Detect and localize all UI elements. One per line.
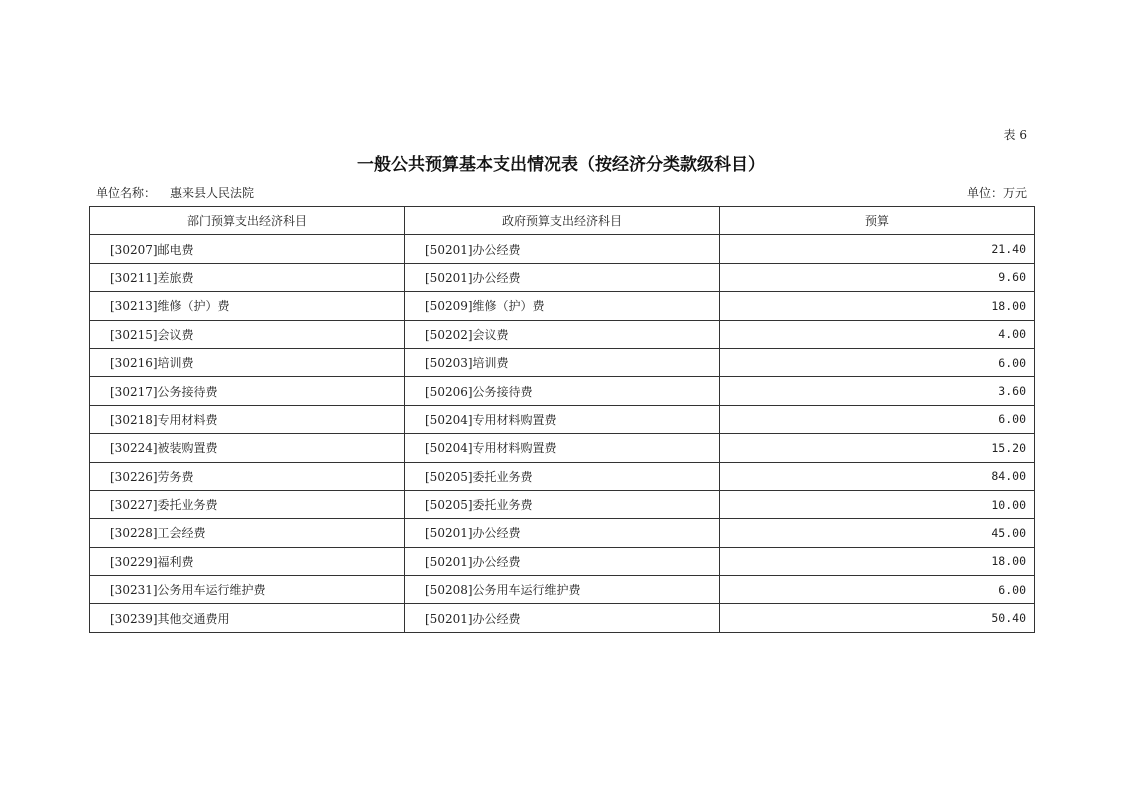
currency-unit: 单位：万元 [966, 186, 1027, 200]
gov-subject-cell: [50205]委托业务费 [405, 462, 720, 490]
dept-subject-cell: [30229]福利费 [90, 547, 405, 575]
gov-subject-cell: [50202]会议费 [405, 320, 720, 348]
budget-amount-cell: 45.00 [720, 519, 1035, 547]
gov-subject-cell: [50204]专用材料购置费 [405, 405, 720, 433]
dept-subject-cell: [30239]其他交通费用 [90, 604, 405, 632]
table-header-row [90, 207, 1035, 235]
budget-amount-cell: 9.60 [720, 263, 1035, 291]
budget-amount-cell: 18.00 [720, 292, 1035, 320]
table-row [90, 519, 1035, 547]
table-row [90, 576, 1035, 604]
table-row [90, 320, 1035, 348]
dept-subject-cell: [30226]劳务费 [90, 462, 405, 490]
page-title: 一般公共预算基本支出情况表（按经济分类款级科目） [357, 155, 765, 175]
table-row [90, 462, 1035, 490]
budget-amount-cell: 18.00 [720, 547, 1035, 575]
budget-amount-cell: 10.00 [720, 490, 1035, 518]
table-row [90, 490, 1035, 518]
table-number: 表 6 [1003, 128, 1027, 142]
budget-amount-cell: 6.00 [720, 348, 1035, 376]
table-row [90, 434, 1035, 462]
dept-subject-cell: [30211]差旅费 [90, 263, 405, 291]
budget-amount-cell: 3.60 [720, 377, 1035, 405]
unit-name [96, 184, 254, 201]
gov-subject-cell: [50209]维修（护）费 [405, 292, 720, 320]
dept-subject-cell: [30218]专用材料费 [90, 405, 405, 433]
dept-subject-cell: [30213]维修（护）费 [90, 292, 405, 320]
budget-table [89, 206, 1035, 633]
gov-subject-cell: [50204]专用材料购置费 [405, 434, 720, 462]
table-row [90, 292, 1035, 320]
table-row [90, 377, 1035, 405]
gov-subject-cell: [50205]委托业务费 [405, 490, 720, 518]
table-row [90, 263, 1035, 291]
table-row [90, 348, 1035, 376]
dept-subject-cell: [30216]培训费 [90, 348, 405, 376]
gov-subject-cell: [50201]办公经费 [405, 519, 720, 547]
dept-subject-cell: [30228]工会经费 [90, 519, 405, 547]
budget-amount-cell: 4.00 [720, 320, 1035, 348]
budget-amount-cell: 50.40 [720, 604, 1035, 632]
budget-amount-cell: 6.00 [720, 405, 1035, 433]
table-row [90, 604, 1035, 632]
table-row [90, 405, 1035, 433]
budget-amount-cell: 15.20 [720, 434, 1035, 462]
dept-subject-cell: [30215]会议费 [90, 320, 405, 348]
gov-subject-cell: [50201]办公经费 [405, 604, 720, 632]
column-header-dept-subject: 部门预算支出经济科目 [90, 207, 405, 235]
dept-subject-cell: [30227]委托业务费 [90, 490, 405, 518]
gov-subject-cell: [50203]培训费 [405, 348, 720, 376]
dept-subject-cell: [30207]邮电费 [90, 235, 405, 263]
column-header-budget: 预算 [720, 207, 1035, 235]
budget-amount-cell: 84.00 [720, 462, 1035, 490]
dept-subject-cell: [30224]被装购置费 [90, 434, 405, 462]
table-row [90, 235, 1035, 263]
column-header-gov-subject: 政府预算支出经济科目 [405, 207, 720, 235]
budget-amount-cell: 21.40 [720, 235, 1035, 263]
dept-subject-cell: [30217]公务接待费 [90, 377, 405, 405]
dept-subject-cell: [30231]公务用车运行维护费 [90, 576, 405, 604]
gov-subject-cell: [50208]公务用车运行维护费 [405, 576, 720, 604]
budget-amount-cell: 6.00 [720, 576, 1035, 604]
table-row [90, 547, 1035, 575]
gov-subject-cell: [50201]办公经费 [405, 547, 720, 575]
gov-subject-cell: [50206]公务接待费 [405, 377, 720, 405]
unit-name-value: 惠来县人民法院 [170, 186, 255, 200]
gov-subject-cell: [50201]办公经费 [405, 263, 720, 291]
unit-name-label: 单位名称： [96, 186, 157, 200]
gov-subject-cell: [50201]办公经费 [405, 235, 720, 263]
